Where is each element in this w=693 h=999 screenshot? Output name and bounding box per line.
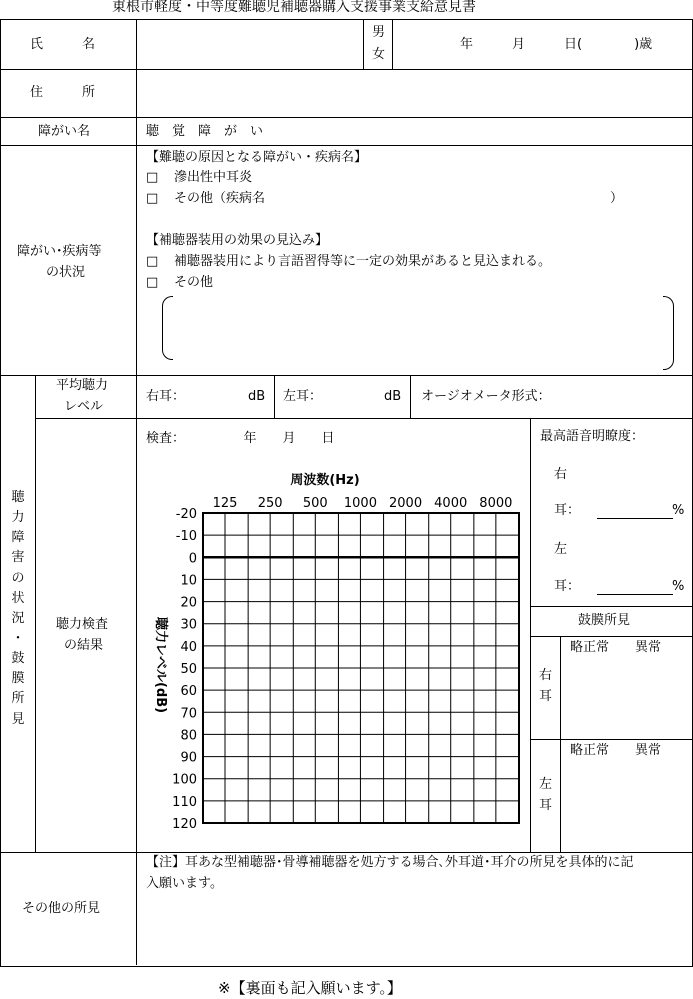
eardrum-left-options[interactable]: 略正常 異常 (570, 743, 662, 758)
eardrum-left-label-2: 耳 (539, 798, 553, 813)
x-tick-label: 250 (257, 496, 283, 511)
y-tick-label: 120 (172, 817, 197, 832)
y-tick-label: 0 (188, 551, 197, 567)
y-tick-label: 50 (180, 662, 197, 677)
avg-level-label-line2: レベル (64, 399, 104, 414)
y-tick-label: 80 (180, 728, 197, 744)
result-label-line1: 聴力検査 (56, 617, 109, 632)
x-tick-label: 4000 (434, 496, 468, 511)
right-ear-avg-label: 右耳： (146, 389, 186, 404)
avg-level-label-line1: 平均聴力 (56, 378, 109, 393)
eardrum-right-options[interactable]: 略正常 異常 (570, 640, 662, 655)
speech-left-field[interactable] (597, 580, 673, 595)
footer-note: ※【裏面も記入願います。】 (218, 979, 402, 997)
sex-male-option[interactable]: 男 (372, 25, 386, 40)
address-label: 住 所 (30, 85, 96, 100)
sex-female-option[interactable]: 女 (372, 47, 386, 62)
y-tick-label: 60 (180, 684, 197, 700)
y-tick-label: -20 (175, 507, 197, 522)
note-line-2: 入願います。 (146, 876, 223, 891)
right-ear-db-unit: dB (248, 389, 266, 404)
y-tick-label: -10 (175, 529, 197, 545)
name-label: 氏 名 (30, 37, 96, 52)
birth-date-field[interactable]: 年 月 日( )歳 (460, 37, 653, 52)
other-effect-bracket-left (162, 296, 173, 360)
name-field[interactable] (137, 20, 363, 69)
x-tick-label: 500 (302, 496, 328, 511)
hearing-status-label: 聴 力 障 害 の 状 況 ・ 鼓 膜 所 見 (11, 490, 25, 727)
x-tick-label: 2000 (389, 496, 423, 511)
effect-option-1: 補聴器装用により言語習得等に一定の効果があると見込まれる。 (174, 254, 552, 269)
other-effect-field[interactable] (175, 298, 660, 364)
audiogram (137, 460, 529, 852)
condition-label-line2: の状況 (46, 265, 86, 280)
form-title: 東根市軽度・中等度難聴児補聴器購入支援事業支給意見書 (112, 0, 476, 15)
left-ear-db-unit: dB (384, 389, 402, 404)
cause-option-1: 滲出性中耳炎 (174, 170, 253, 185)
cause-checkbox-2[interactable]: □ (146, 191, 159, 206)
eardrum-right-label-2: 耳 (539, 689, 553, 704)
y-tick-label: 100 (172, 772, 197, 788)
chart-title: 周波数(Hz) (290, 473, 360, 488)
y-tick-label: 10 (180, 573, 197, 589)
result-label-line2: の結果 (64, 638, 104, 653)
effect-heading: 【補聴器装用の効果の見込み】 (146, 233, 329, 248)
y-tick-label: 30 (180, 617, 197, 633)
y-tick-label: 90 (180, 750, 197, 766)
eardrum-right-label-1: 右 (539, 668, 553, 683)
condition-label-line1: 障がい･疾病等 (17, 244, 102, 259)
speech-right-label-2: 耳： (554, 503, 581, 518)
eardrum-left-label-1: 左 (539, 777, 553, 792)
y-tick-label: 40 (180, 639, 197, 655)
address-field[interactable] (137, 70, 691, 117)
eardrum-label: 鼓膜所見 (578, 613, 631, 628)
left-ear-avg-label: 左耳： (283, 389, 323, 404)
x-tick-label: 125 (212, 496, 238, 511)
y-tick-label: 20 (180, 595, 197, 611)
x-tick-label: 8000 (479, 496, 513, 511)
effect-checkbox-2[interactable]: □ (146, 275, 159, 290)
other-effect-bracket-right (663, 296, 674, 370)
y-tick-label: 70 (180, 706, 197, 722)
x-tick-label: 1000 (343, 496, 377, 511)
other-findings-label: その他の所見 (22, 901, 101, 916)
cause-option-2: その他（疾病名 (174, 191, 266, 206)
note-line-1: 【注】耳あな型補聴器･骨導補聴器を処方する場合､外耳道･耳介の所見を具体的に記 (146, 855, 634, 870)
effect-option-2: その他 (174, 275, 214, 290)
y-tick-label: 110 (172, 794, 197, 810)
speech-left-label-2: 耳： (554, 579, 581, 594)
speech-left-percent: % (672, 579, 685, 594)
cause-checkbox-1[interactable]: □ (146, 170, 159, 185)
other-findings-field[interactable] (137, 896, 691, 964)
exam-date[interactable]: 検査： 年 月 日 (146, 431, 335, 446)
y-axis-label: 聴力レベル(dB) (153, 616, 168, 714)
disability-name-label: 障がい名 (38, 124, 91, 139)
audiometer-label: オージオメータ形式： (421, 389, 551, 404)
effect-checkbox-1[interactable]: □ (146, 254, 159, 269)
cause-close-paren: ） (610, 191, 624, 206)
speech-label: 最高語音明瞭度： (540, 429, 645, 444)
speech-left-label-1: 左 (554, 542, 568, 557)
speech-right-label-1: 右 (554, 467, 568, 482)
speech-right-field[interactable] (597, 504, 673, 519)
cause-heading: 【難聴の原因となる障がい・疾病名】 (146, 150, 368, 165)
disability-name-value: 聴 覚 障 が い (146, 124, 264, 139)
speech-right-percent: % (672, 503, 685, 518)
